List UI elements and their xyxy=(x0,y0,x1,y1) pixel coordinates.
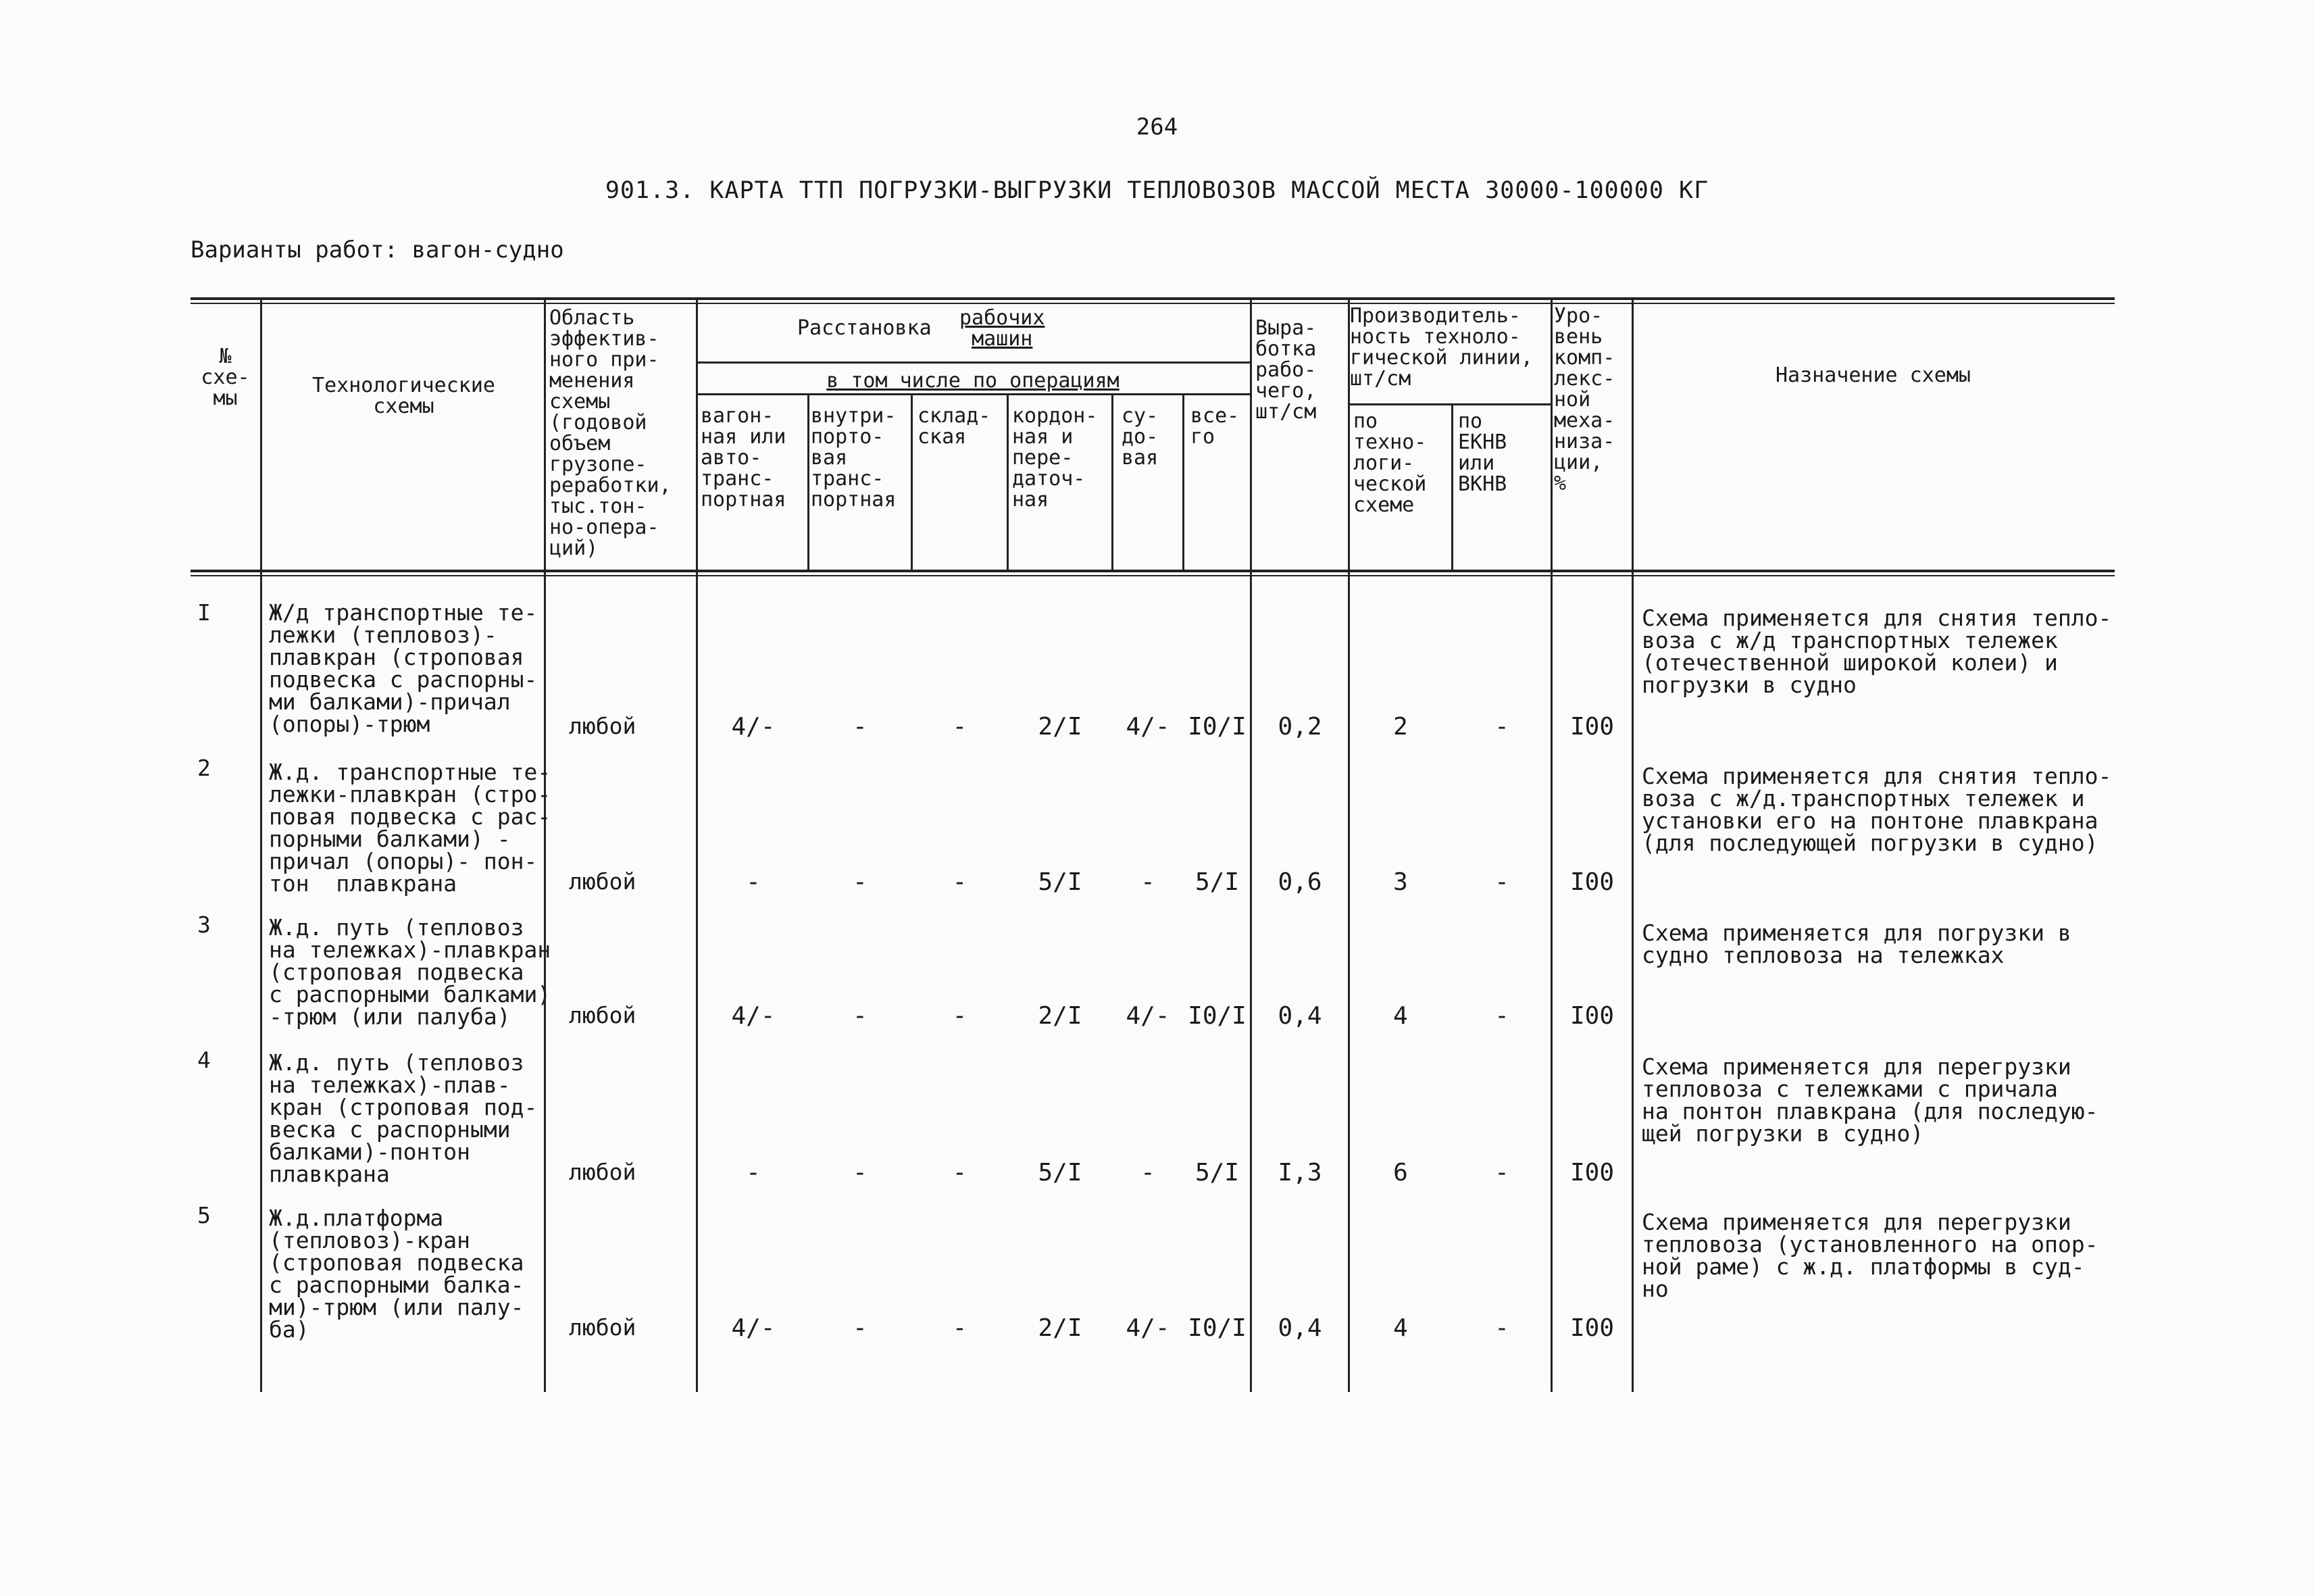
row-warehouse-value: - xyxy=(952,1159,967,1187)
row-wagon-value: - xyxy=(746,1159,761,1187)
header-prod-by-eknv: по ЕКНВ или ВКНВ xyxy=(1458,409,1507,496)
row-scheme-number: 3 xyxy=(197,912,211,938)
row-prod-scheme-value: 2 xyxy=(1393,713,1408,741)
row-scheme-number: 4 xyxy=(197,1047,211,1073)
header-application-area: Область эффектив- ного при- менения схемы (годовой объем грузопе- реработки, тыс.тон- но-опера- ций) xyxy=(549,306,672,560)
row-output-value: 0,4 xyxy=(1278,1002,1322,1030)
row-purpose: Схема применяется для перегрузки тепловоза с тележками с причала на понтон плавкрана (для последую- щей погрузки в судно) xyxy=(1642,1053,2098,1147)
row-mechanization-value: I00 xyxy=(1569,868,1615,896)
row-cordon-value: 5/I xyxy=(1038,868,1082,896)
row-output-value: 0,2 xyxy=(1278,713,1322,741)
row-intraport-value: - xyxy=(853,1159,867,1187)
row-scheme-number: 2 xyxy=(197,755,211,781)
header-total: все- го xyxy=(1190,404,1240,449)
row-ship-value: - xyxy=(1140,1159,1155,1187)
header-working-machines: рабочих машин xyxy=(959,306,1045,351)
row-output-value: I,3 xyxy=(1278,1159,1322,1187)
row-prod-eknv-value: - xyxy=(1494,1159,1509,1187)
header-tech-schemes: Технологические схемы xyxy=(312,374,495,418)
page-number: 264 xyxy=(1136,114,1178,141)
header-arrangement: Расстановка xyxy=(797,316,932,340)
row-wagon-value: 4/- xyxy=(731,1314,776,1342)
row-output-value: 0,4 xyxy=(1278,1314,1322,1342)
row-ship-value: 4/- xyxy=(1126,713,1170,741)
row-purpose: Схема применяется для перегрузки тепловоза (установленного на опор- ной раме) с ж.д. платформы в суд- но xyxy=(1642,1209,2098,1302)
row-total-value: 5/I xyxy=(1194,868,1240,896)
row-warehouse-value: - xyxy=(952,713,967,741)
row-prod-eknv-value: - xyxy=(1494,713,1509,741)
row-tech-scheme: Ж/д транспортные те- лежки (тепловоз)- плавкран (строповая подвеска с распорны- ми балками)-причал (опоры)-трюм xyxy=(269,599,538,737)
header-wagon-transport: вагон- ная или авто- транс- портная xyxy=(701,404,786,512)
row-total-value: I0/I xyxy=(1188,1314,1247,1342)
row-ship-value: 4/- xyxy=(1126,1002,1170,1030)
row-prod-scheme-value: 6 xyxy=(1393,1159,1408,1187)
row-intraport-value: - xyxy=(853,1002,867,1030)
row-mechanization-value: I00 xyxy=(1569,1314,1615,1342)
page-title: 901.3. КАРТА ТТП ПОГРУЗКИ-ВЫГРУЗКИ ТЕПЛОВОЗОВ МАССОЙ МЕСТА 30000-100000 КГ xyxy=(605,177,1709,204)
header-warehouse: склад- ская xyxy=(917,404,991,449)
row-application-area: любой xyxy=(569,713,636,739)
header-cordon: кордон- ная и пере- даточ- ная xyxy=(1012,404,1098,512)
row-warehouse-value: - xyxy=(952,1314,967,1342)
row-prod-scheme-value: 4 xyxy=(1393,1002,1408,1030)
row-prod-eknv-value: - xyxy=(1494,868,1509,896)
header-incl-operations: в том числе по операциям xyxy=(826,369,1120,393)
row-intraport-value: - xyxy=(853,868,867,896)
row-wagon-value: - xyxy=(746,868,761,896)
row-warehouse-value: - xyxy=(952,1002,967,1030)
row-tech-scheme: Ж.д. путь (тепловоз на тележках)-плавкран (строповая подвеска с распорными балками) -трюм (или палуба) xyxy=(269,914,551,1030)
row-purpose: Схема применяется для снятия тепло- воза с ж/д.транспортных тележек и установки его на понтоне плавкрана (для последующей погрузки в судно) xyxy=(1642,763,2112,856)
row-prod-eknv-value: - xyxy=(1494,1002,1509,1030)
row-cordon-value: 2/I xyxy=(1038,1314,1082,1342)
row-warehouse-value: - xyxy=(952,868,967,896)
row-purpose: Схема применяется для погрузки в судно тепловоза на тележках xyxy=(1642,920,2071,968)
row-wagon-value: 4/- xyxy=(731,713,776,741)
header-line-productivity: Производитель- ность техноло- гической линии, шт/см xyxy=(1350,304,1533,391)
row-total-value: 5/I xyxy=(1194,1159,1240,1187)
header-worker-output: Выра- ботка рабо- чего, шт/см xyxy=(1255,316,1317,424)
row-wagon-value: 4/- xyxy=(731,1002,776,1030)
row-mechanization-value: I00 xyxy=(1569,1159,1615,1187)
header-ship: су- до- вая xyxy=(1122,404,1159,470)
row-tech-scheme: Ж.д.платформа (тепловоз)-кран (строповая подвеска с распорными балка- ми)-трюм (или палу- ба) xyxy=(269,1205,524,1343)
row-mechanization-value: I00 xyxy=(1569,1002,1615,1030)
row-tech-scheme: Ж.д. транспортные те- лежки-плавкран (стро- повая подвеска с рас- порными балками) - причал (опоры)- пон- тон плавкрана xyxy=(269,759,551,897)
row-prod-scheme-value: 4 xyxy=(1393,1314,1408,1342)
row-cordon-value: 2/I xyxy=(1038,713,1082,741)
row-scheme-number: 5 xyxy=(197,1202,211,1228)
row-application-area: любой xyxy=(569,1314,636,1341)
row-cordon-value: 5/I xyxy=(1038,1159,1082,1187)
row-ship-value: 4/- xyxy=(1126,1314,1170,1342)
row-mechanization-value: I00 xyxy=(1569,713,1615,741)
header-prod-by-scheme: по техно- логи- ческой схеме xyxy=(1353,409,1427,517)
row-prod-eknv-value: - xyxy=(1494,1314,1509,1342)
header-scheme-purpose: Назначение схемы xyxy=(1776,364,1971,387)
row-total-value: I0/I xyxy=(1188,1002,1247,1030)
row-purpose: Схема применяется для снятия тепло- воза с ж/д транспортных тележек (отечественной широкой колеи) и погрузки в судно xyxy=(1642,605,2112,698)
row-intraport-value: - xyxy=(853,713,867,741)
row-ship-value: - xyxy=(1140,868,1155,896)
row-scheme-number: I xyxy=(197,599,211,626)
header-scheme-number: № схе- мы xyxy=(201,345,250,410)
row-prod-scheme-value: 3 xyxy=(1393,868,1408,896)
row-application-area: любой xyxy=(569,868,636,895)
row-tech-scheme: Ж.д. путь (тепловоз на тележках)-плав- кран (строповая под- веска с распорными балками)-понтон плавкрана xyxy=(269,1049,538,1187)
row-application-area: любой xyxy=(569,1159,636,1185)
row-application-area: любой xyxy=(569,1002,636,1028)
header-intraport-transport: внутри- порто- вая транс- портная xyxy=(811,404,897,512)
header-mechanization-level: Уро- вень комп- лекс- ной меха- низа- ции, % xyxy=(1554,304,1615,495)
work-variants: Варианты работ: вагон-судно xyxy=(191,236,564,264)
row-cordon-value: 2/I xyxy=(1038,1002,1082,1030)
row-intraport-value: - xyxy=(853,1314,867,1342)
row-output-value: 0,6 xyxy=(1278,868,1322,896)
row-total-value: I0/I xyxy=(1188,713,1247,741)
